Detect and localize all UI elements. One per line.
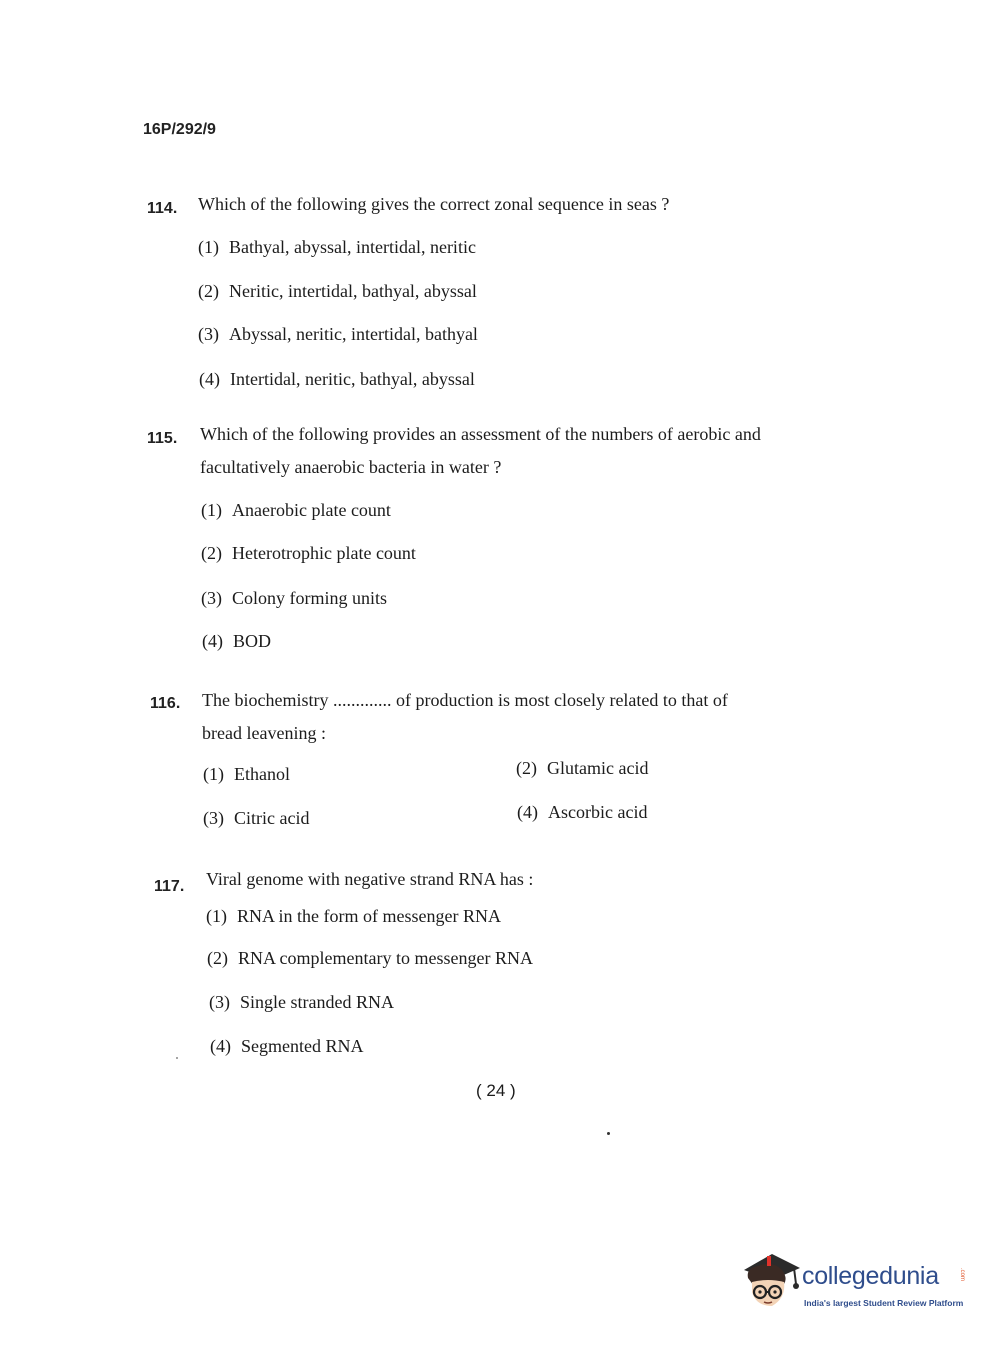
option-4 xyxy=(210,1036,363,1057)
option-number: (2) xyxy=(198,281,219,301)
option-1 xyxy=(198,237,476,258)
paper-code: 16P/292/9 xyxy=(143,121,216,138)
option-number: (1) xyxy=(201,500,222,520)
question-number: 116. xyxy=(150,695,181,712)
option-text: Ethanol xyxy=(234,764,290,784)
option-4 xyxy=(199,369,475,390)
option-text: BOD xyxy=(233,631,272,651)
option-number: (3) xyxy=(201,588,222,608)
option-text: Heterotrophic plate count xyxy=(232,543,416,563)
option-number: (4) xyxy=(199,369,220,389)
option-text: Intertidal, neritic, bathyal, abyssal xyxy=(230,369,475,389)
brand-suffix: .com xyxy=(959,1268,965,1282)
question-text-line-2: bread leavening : xyxy=(202,723,326,743)
scan-speck xyxy=(607,1132,610,1135)
option-number: (2) xyxy=(516,758,537,778)
option-3 xyxy=(209,992,394,1013)
option-text: Glutamic acid xyxy=(547,758,649,778)
option-text: Abyssal, neritic, intertidal, bathyal xyxy=(229,324,478,344)
page-number: ( 24 ) xyxy=(476,1081,516,1100)
option-text: Ascorbic acid xyxy=(548,802,648,822)
option-text: Citric acid xyxy=(234,808,310,828)
option-2 xyxy=(201,543,416,564)
option-text: Single stranded RNA xyxy=(240,992,394,1012)
option-text: Anaerobic plate count xyxy=(232,500,391,520)
option-number: (2) xyxy=(207,948,228,968)
option-text: RNA complementary to messenger RNA xyxy=(238,948,533,968)
option-number: (3) xyxy=(209,992,230,1012)
scan-speck xyxy=(176,1057,178,1059)
question-text-line-1: Which of the following provides an assessment of the numbers of aerobic and xyxy=(200,424,761,444)
option-4 xyxy=(517,802,647,823)
option-3 xyxy=(198,324,478,345)
student-mascot-icon xyxy=(742,1248,802,1318)
brand-tagline: India's largest Student Review Platform xyxy=(804,1298,964,1308)
option-number: (1) xyxy=(206,906,227,926)
option-1 xyxy=(201,500,391,521)
option-2 xyxy=(198,281,477,302)
question-text: Which of the following gives the correct zonal sequence in seas ? xyxy=(198,194,670,214)
option-text: Segmented RNA xyxy=(241,1036,364,1056)
option-2 xyxy=(207,948,533,969)
option-number: (1) xyxy=(203,764,224,784)
question-text-line-1: The biochemistry ............. of production is most closely related to that of xyxy=(202,690,728,710)
option-1 xyxy=(203,764,290,785)
option-number: (4) xyxy=(202,631,223,651)
option-text: RNA in the form of messenger RNA xyxy=(237,906,501,926)
option-text: Colony forming units xyxy=(232,588,388,608)
option-1 xyxy=(206,906,501,927)
option-number: (4) xyxy=(517,802,538,822)
option-number: (3) xyxy=(198,324,219,344)
option-2 xyxy=(516,758,648,779)
option-text: Bathyal, abyssal, intertidal, neritic xyxy=(229,237,476,257)
question-number: 114. xyxy=(147,200,178,217)
option-number: (3) xyxy=(203,808,224,828)
question-number: 115. xyxy=(147,430,178,447)
option-4 xyxy=(202,631,271,652)
question-text: Viral genome with negative strand RNA has : xyxy=(206,869,534,889)
question-number: 117. xyxy=(154,878,185,895)
option-3 xyxy=(203,808,309,829)
question-text-line-2: facultatively anaerobic bacteria in water ? xyxy=(200,457,502,477)
option-3 xyxy=(201,588,387,609)
option-number: (2) xyxy=(201,543,222,563)
option-number: (1) xyxy=(198,237,219,257)
brand-name: collegedunia xyxy=(802,1262,939,1290)
option-number: (4) xyxy=(210,1036,231,1056)
option-text: Neritic, intertidal, bathyal, abyssal xyxy=(229,281,477,301)
collegedunia-watermark xyxy=(742,1248,972,1318)
